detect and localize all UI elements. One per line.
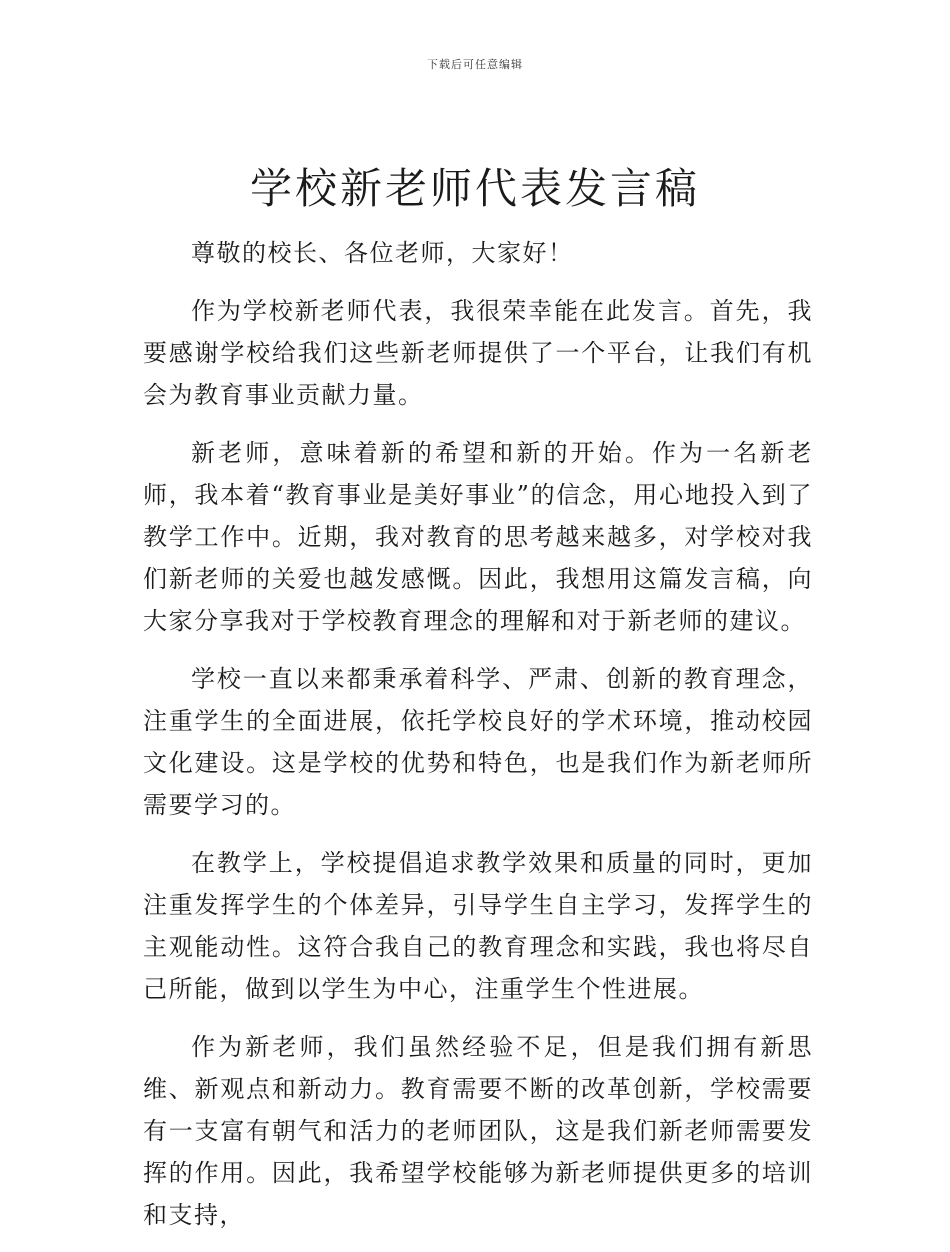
paragraph: 学校一直以来都秉承着科学、严肃、创新的教育理念，注重学生的全面进展，依托学校良好的学术环境，推动校园文化建设。这是学校的优势和特色，也是我们作为新老师所需要学习的。 [143,665,813,819]
paragraph-greeting: 尊敬的校长、各位老师，大家好！ [191,239,574,267]
paragraph: 新老师，意味着新的希望和新的开始。作为一名新老师，我本着“教育事业是美好事业”的信念，用心地投入到了教学工作中。近期，我对教育的思考越来越多，对学校对我们新老师的关爱也越发感慨。因此，我想用这篇发言稿，向大家分享我对于学校教育理念的理解和对于新老师的建议。 [143,439,813,635]
document-body [143,232,813,1252]
header-note: 下载后可任意编辑 [427,58,523,71]
paragraph: 作为学校新老师代表，我很荣幸能在此发言。首先，我要感谢学校给我们这些新老师提供了一个平台，让我们有机会为教育事业贡献力量。 [143,297,813,409]
document-title: 学校新老师代表发言稿 [249,164,700,213]
paragraph: 在教学上，学校提倡追求教学效果和质量的同时，更加注重发挥学生的个体差异，引导学生自主学习，发挥学生的主观能动性。这符合我自己的教育理念和实践，我也将尽自己所能，做到以学生为中心，注重学生个性进展。 [143,849,813,1003]
paragraph: 作为新老师，我们虽然经验不足，但是我们拥有新思维、新观点和新动力。教育需要不断的改革创新，学校需要有一支富有朝气和活力的老师团队，这是我们新老师需要发挥的作用。因此，我希望学校能够为新老师提供更多的培训和支持， [143,1033,813,1229]
